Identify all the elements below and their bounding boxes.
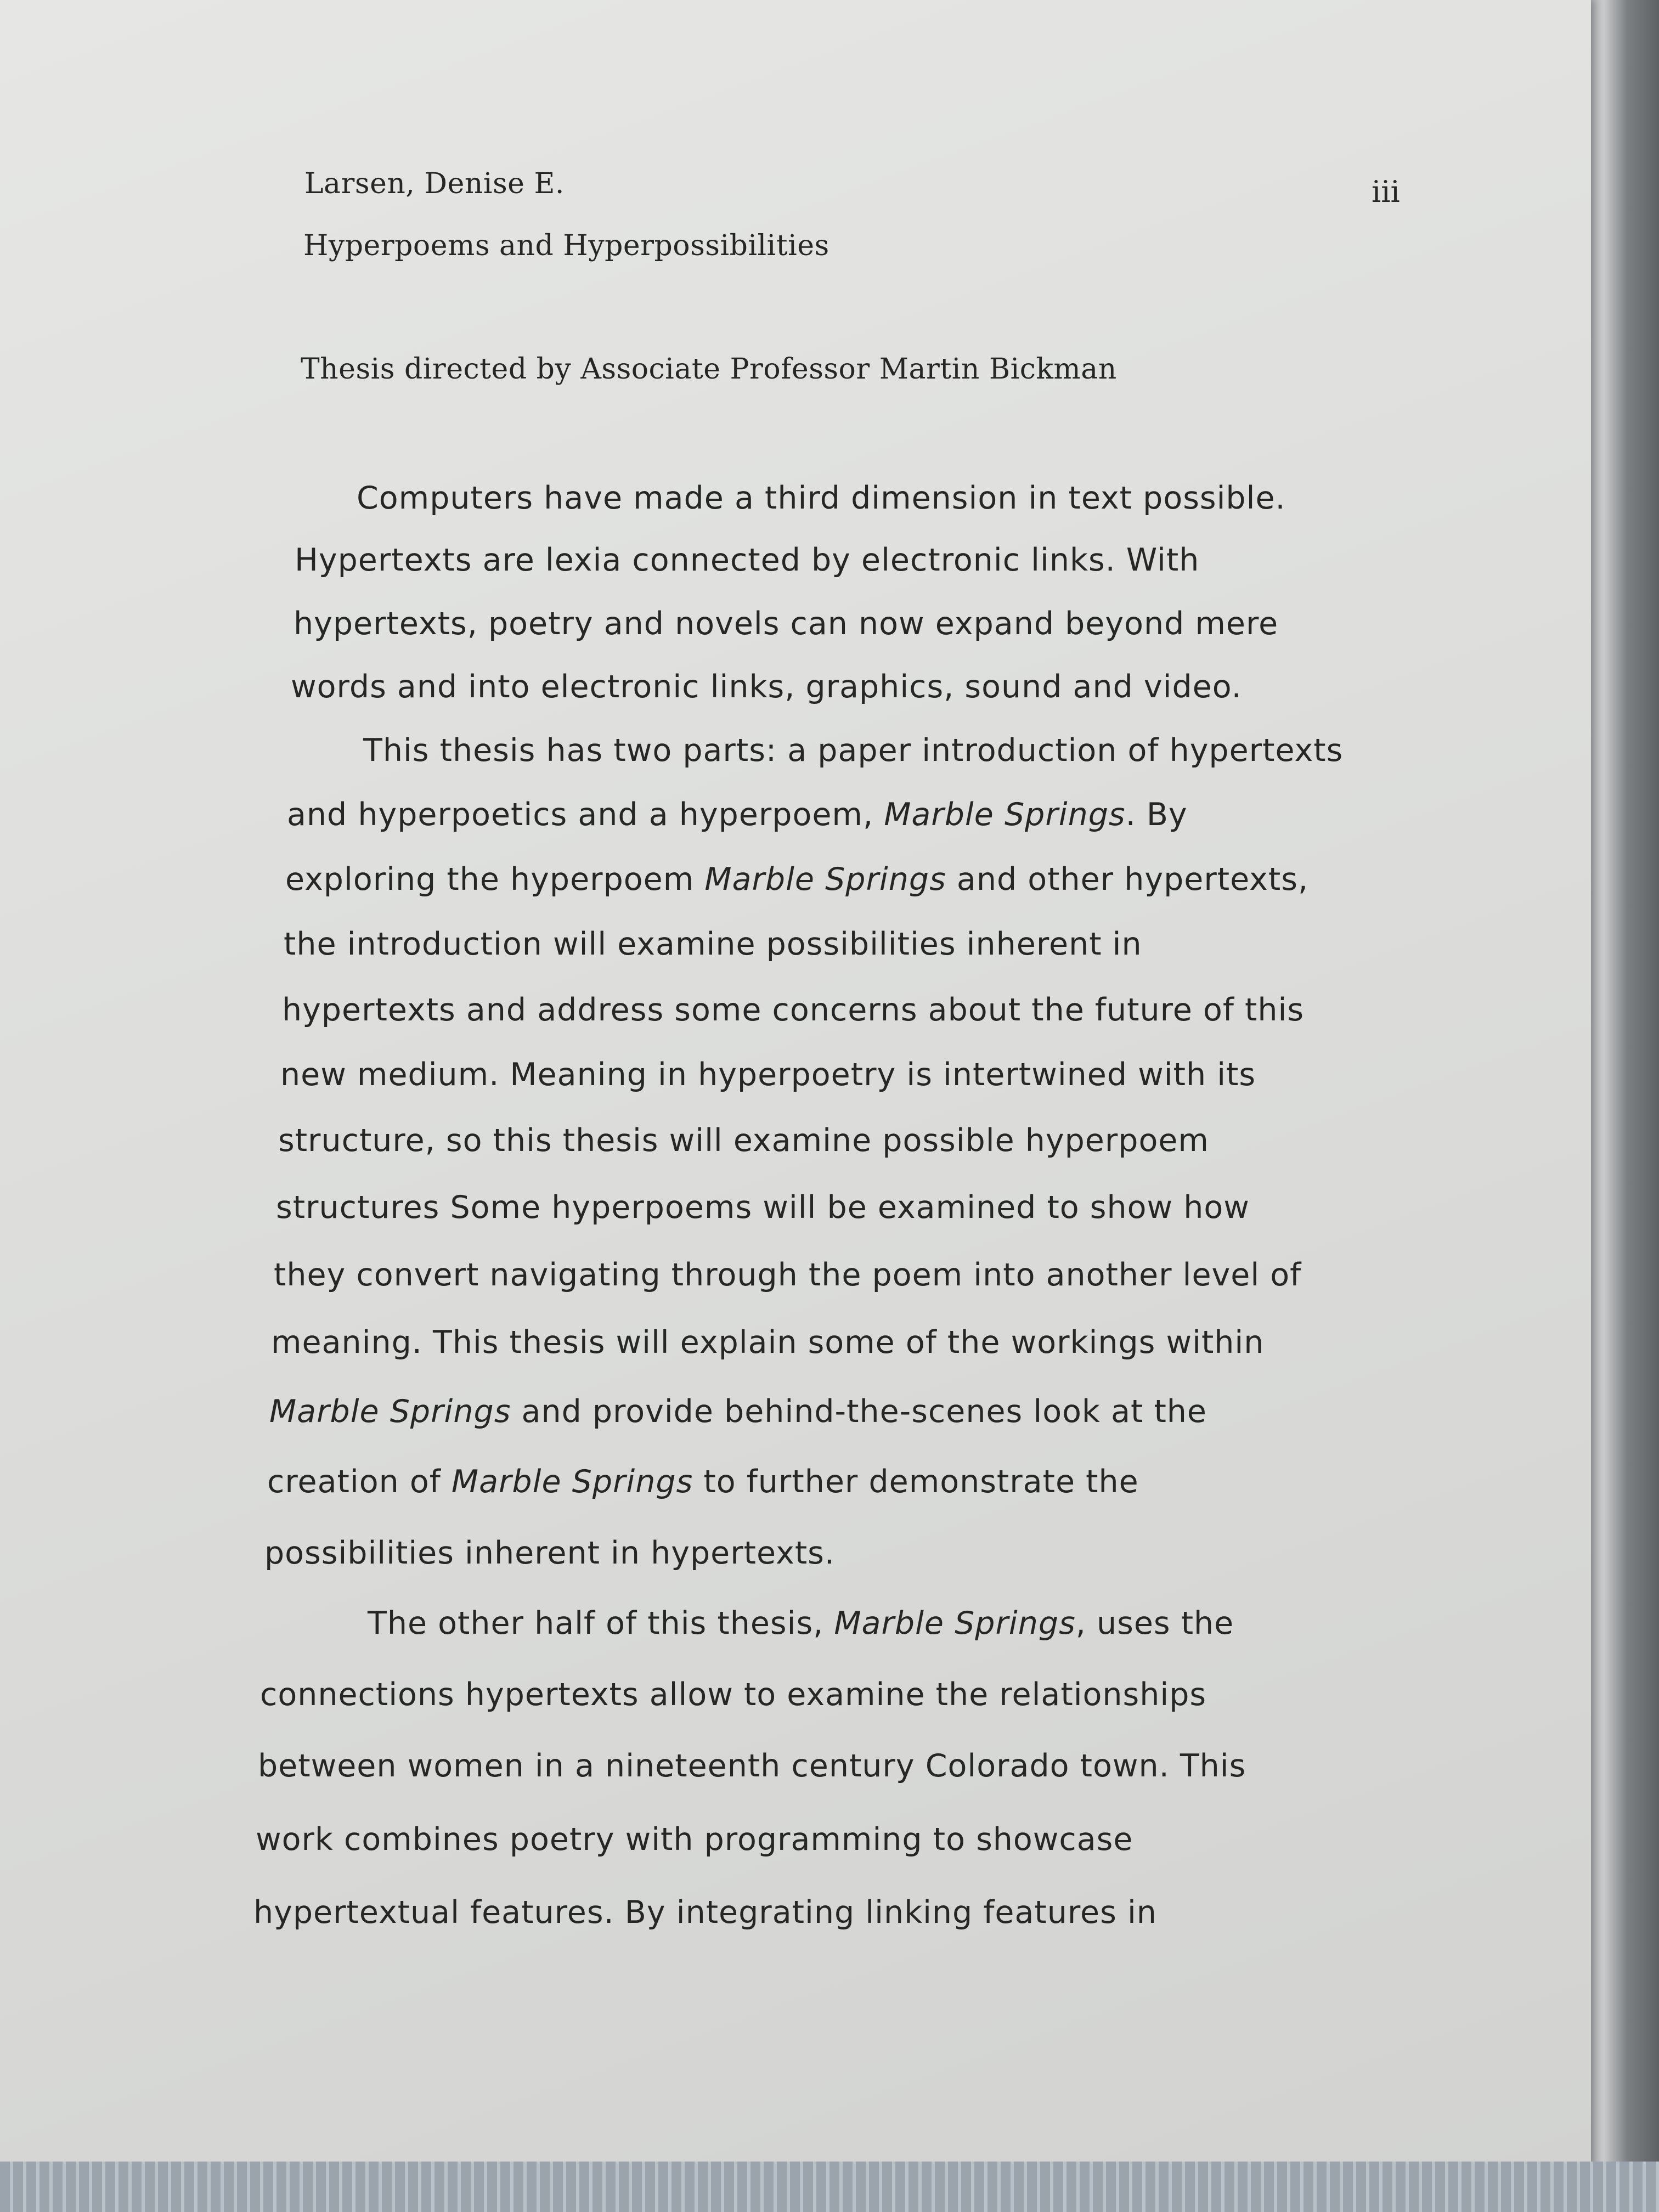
abstract-line: between women in a nineteenth century Colorado town. This: [258, 1748, 1246, 1784]
abstract-line: The other half of this thesis, Marble Springs, uses the: [368, 1605, 1234, 1641]
abstract-line: connections hypertexts allow to examine the relationships: [260, 1677, 1207, 1713]
abstract-line: and hyperpoetics and a hyperpoem, Marble Springs. By: [287, 797, 1188, 833]
abstract-line: hypertextual features. By integrating linking features in: [253, 1894, 1157, 1931]
abstract-line: creation of Marble Springs to further demonstrate the: [267, 1464, 1139, 1500]
thesis-title: Hyperpoems and Hyperpossibilities: [303, 229, 830, 262]
abstract-line: This thesis has two parts: a paper introduction of hypertexts: [363, 732, 1344, 769]
abstract-line: they convert navigating through the poem into another level of: [274, 1257, 1302, 1293]
abstract-line: exploring the hyperpoem Marble Springs and other hypertexts,: [285, 861, 1309, 898]
abstract-line: words and into electronic links, graphics, sound and video.: [291, 669, 1242, 705]
abstract-line: structure, so this thesis will examine possible hyperpoem: [278, 1122, 1209, 1159]
page-number: iii: [1372, 174, 1400, 209]
abstract-line: meaning. This thesis will explain some of the workings within: [271, 1324, 1265, 1361]
binder-edge-right: [1580, 0, 1659, 2212]
abstract-line: the introduction will examine possibilities inherent in: [284, 926, 1142, 962]
abstract-line: structures Some hyperpoems will be examined to show how: [276, 1189, 1250, 1226]
author-name: Larsen, Denise E.: [304, 167, 565, 200]
abstract-line: hypertexts and address some concerns about the future of this: [282, 992, 1305, 1028]
abstract-line: Computers have made a third dimension in text possible.: [357, 480, 1286, 516]
abstract-line: new medium. Meaning in hyperpoetry is intertwined with its: [280, 1057, 1256, 1093]
binder-edge-bottom: [0, 2162, 1659, 2212]
abstract-line: Marble Springs and provide behind-the-scenes look at the: [269, 1393, 1207, 1430]
abstract-line: Hypertexts are lexia connected by electronic links. With: [295, 542, 1200, 578]
thesis-director: Thesis directed by Associate Professor Martin Bickman: [301, 353, 1117, 386]
abstract-line: possibilities inherent in hypertexts.: [264, 1535, 835, 1571]
abstract-line: work combines poetry with programming to showcase: [256, 1821, 1133, 1858]
abstract-line: hypertexts, poetry and novels can now expand beyond mere: [294, 606, 1279, 642]
